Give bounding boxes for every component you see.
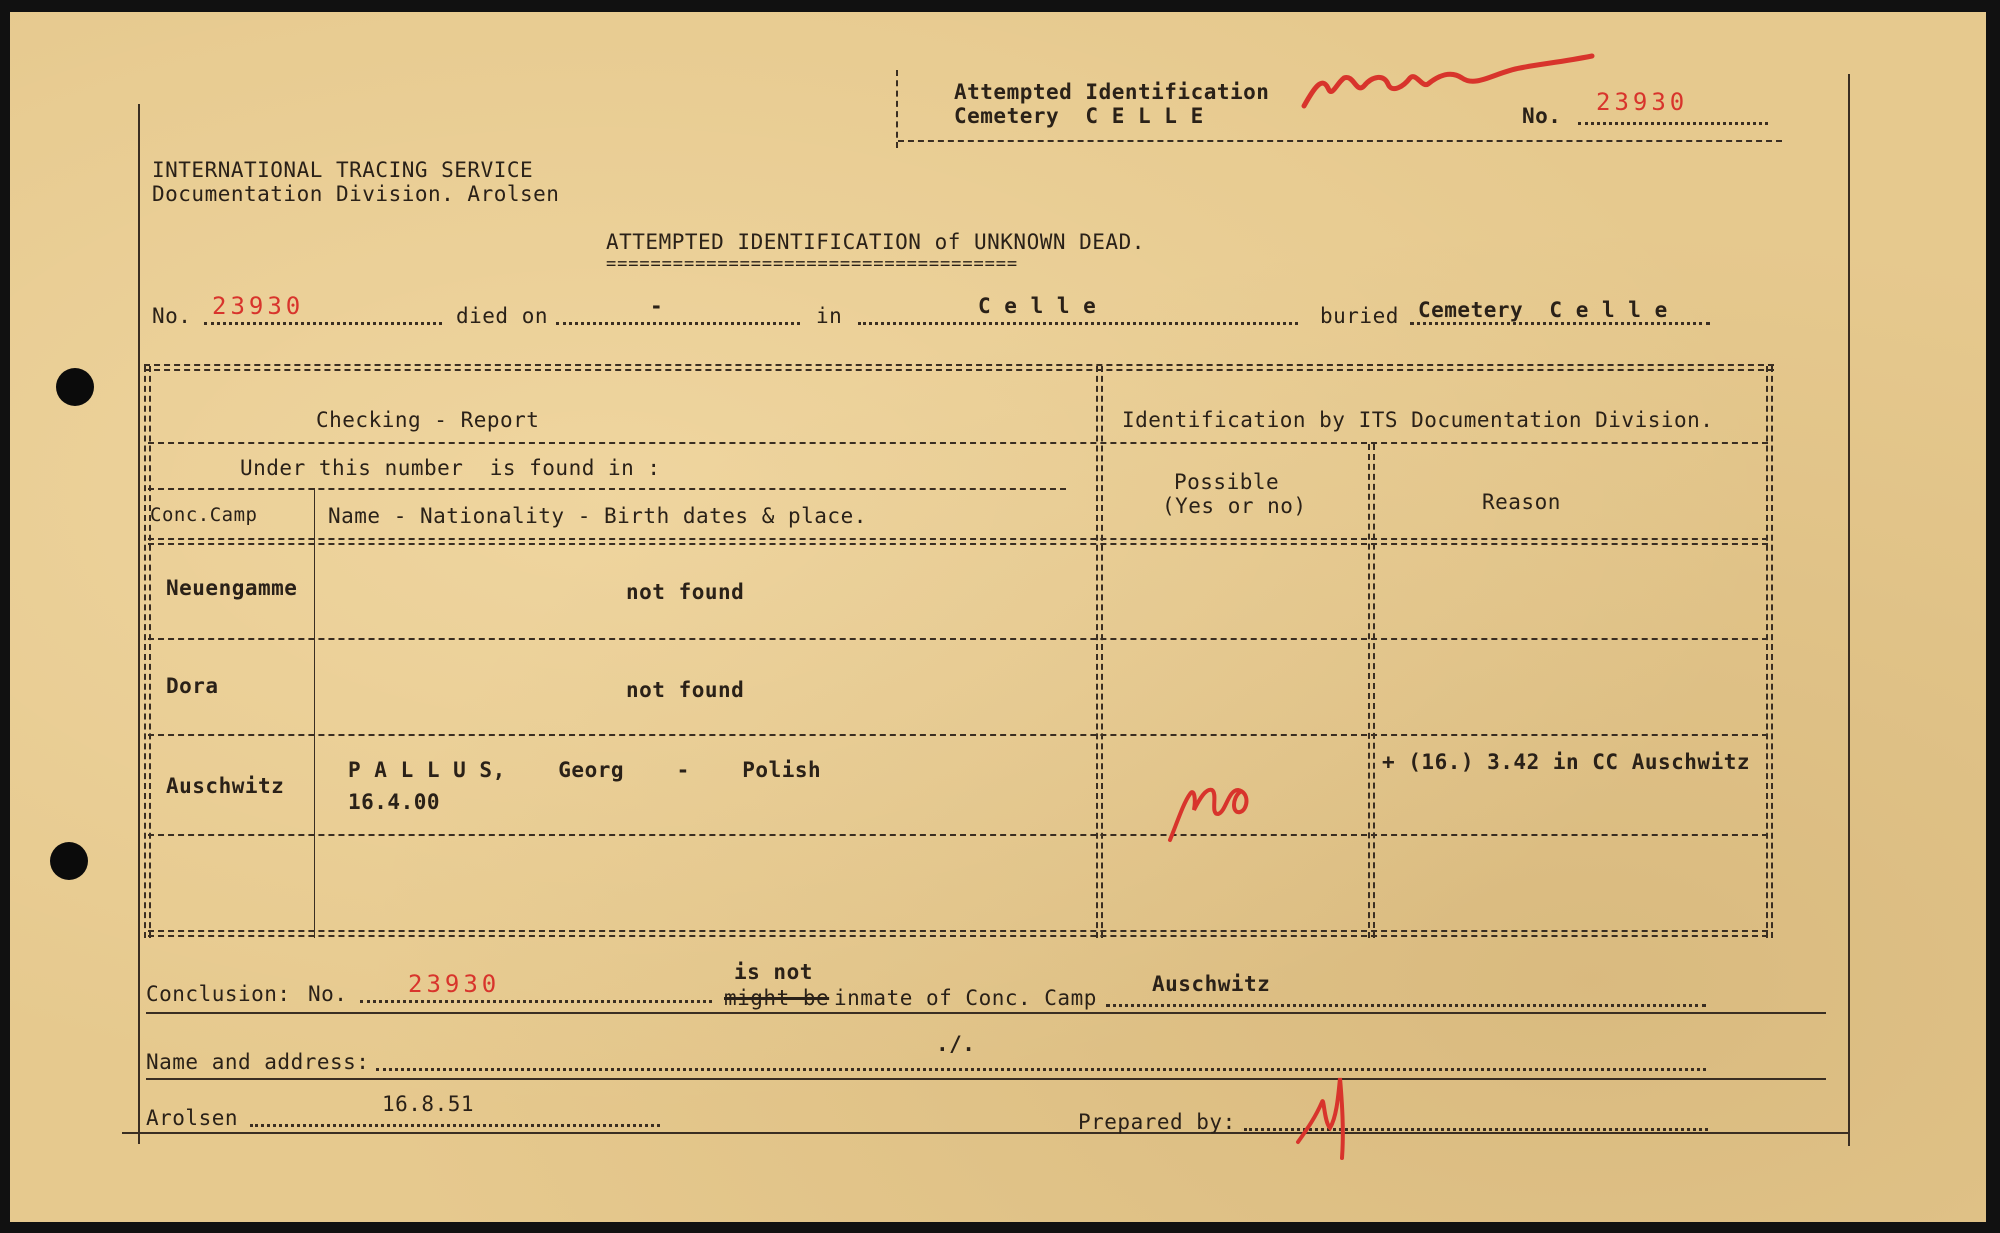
- row-reason: + (16.) 3.42 in CC Auschwitz: [1382, 750, 1751, 774]
- conclusion-no-value: 23930: [408, 970, 501, 998]
- table-row-rule: [148, 734, 1768, 736]
- row-possible: [1190, 792, 1203, 802]
- form-title-underline: =====================================: [606, 254, 1018, 274]
- conclusion-camp-dots: [1106, 1004, 1706, 1007]
- table-right-border: [1766, 366, 1768, 938]
- record-buried-dots: [1410, 322, 1710, 325]
- col-header-reason: Reason: [1482, 490, 1561, 514]
- table-bottom-border: [148, 930, 1768, 932]
- row-camp: Neuengamme: [166, 576, 298, 600]
- conclusion-inmate-text: inmate of Conc. Camp: [834, 986, 1097, 1010]
- table-subheader-rule: [148, 488, 1066, 490]
- header-box-no-dots: [1578, 122, 1768, 125]
- header-box-divider: [896, 70, 898, 148]
- name-address-dots: [376, 1068, 1706, 1071]
- tracing-card: [10, 12, 1986, 1222]
- row-camp: Dora: [166, 674, 219, 698]
- record-died-dots: [556, 322, 800, 325]
- conclusion-is-not: is not: [734, 960, 813, 984]
- table-row-rule: [148, 834, 1768, 836]
- table-camp-divider: [314, 488, 315, 938]
- header-box-title: Attempted Identification: [954, 80, 1270, 104]
- record-in-value: C e l l e: [978, 294, 1097, 318]
- header-box-no-value: 23930: [1596, 88, 1689, 116]
- header-box-underline: [898, 140, 1782, 142]
- record-died-label: died on: [456, 304, 549, 328]
- record-buried-label: buried: [1320, 304, 1399, 328]
- record-in-label: in: [816, 304, 843, 328]
- handwritten-none-text: [1320, 52, 1346, 62]
- row-birthdate: 16.4.00: [348, 790, 441, 814]
- record-no-label: No.: [152, 304, 192, 328]
- conclusion-rule: [146, 1012, 1826, 1014]
- table-top-border: [144, 364, 1774, 366]
- card-right-border: [1848, 74, 1850, 1146]
- identification-header: Identification by ITS Documentation Division.: [1122, 408, 1714, 432]
- table-mid-divider: [1096, 366, 1098, 938]
- record-died-value: -: [650, 294, 664, 318]
- record-no-dots: [204, 322, 442, 325]
- record-buried-value: Cemetery C e l l e: [1418, 298, 1668, 322]
- row-name: not found: [626, 580, 745, 604]
- row-name: P A L L U S, Georg - Polish: [348, 758, 822, 782]
- form-date: 16.8.51: [382, 1092, 475, 1116]
- conclusion-camp: Auschwitz: [1152, 972, 1271, 996]
- conclusion-label: Conclusion:: [146, 982, 291, 1006]
- table-colhead-rule: [148, 538, 1768, 540]
- name-address-rule: [146, 1078, 1826, 1080]
- punch-hole: [50, 842, 88, 880]
- found-in-header: Under this number is found in :: [240, 456, 661, 480]
- card-left-border: [138, 104, 140, 1144]
- conclusion-might-be-struck: might be: [724, 986, 830, 1010]
- record-no-value: 23930: [212, 292, 305, 320]
- org-name: INTERNATIONAL TRACING SERVICE: [152, 158, 534, 182]
- header-box-no-label: No.: [1522, 104, 1562, 128]
- handwritten-no-mark: [1166, 764, 1276, 844]
- row-name: not found: [626, 678, 745, 702]
- table-possible-divider: [1368, 444, 1370, 938]
- checking-report-header: Checking - Report: [316, 408, 540, 432]
- record-in-dots: [858, 322, 1298, 325]
- conclusion-no-label: No.: [308, 982, 348, 1006]
- col-header-camp: Conc.Camp: [150, 504, 258, 526]
- conclusion-no-dots: [360, 1000, 712, 1003]
- table-row-rule: [148, 638, 1768, 640]
- place-dots: [250, 1124, 660, 1127]
- place-label: Arolsen: [146, 1106, 239, 1130]
- col-header-possible-2: (Yes or no): [1162, 494, 1307, 518]
- form-title: ATTEMPTED IDENTIFICATION of UNKNOWN DEAD.: [606, 230, 1145, 254]
- col-header-possible-1: Possible: [1174, 470, 1280, 494]
- col-header-name: Name - Nationality - Birth dates & place.: [328, 504, 867, 528]
- name-address-label: Name and address:: [146, 1050, 370, 1074]
- table-header-rule: [148, 442, 1768, 444]
- card-bottom-border: [122, 1132, 1850, 1134]
- prepared-by-label: Prepared by:: [1078, 1110, 1236, 1134]
- header-box-cemetery: Cemetery C E L L E: [954, 104, 1204, 128]
- prepared-by-initial-mark: [1294, 1072, 1364, 1162]
- row-camp: Auschwitz: [166, 774, 285, 798]
- org-division: Documentation Division. Arolsen: [152, 182, 560, 206]
- punch-hole: [56, 368, 94, 406]
- name-address-value: ./.: [936, 1032, 976, 1056]
- prepared-by-initial: [1310, 1112, 1317, 1122]
- table-left-border: [144, 366, 146, 938]
